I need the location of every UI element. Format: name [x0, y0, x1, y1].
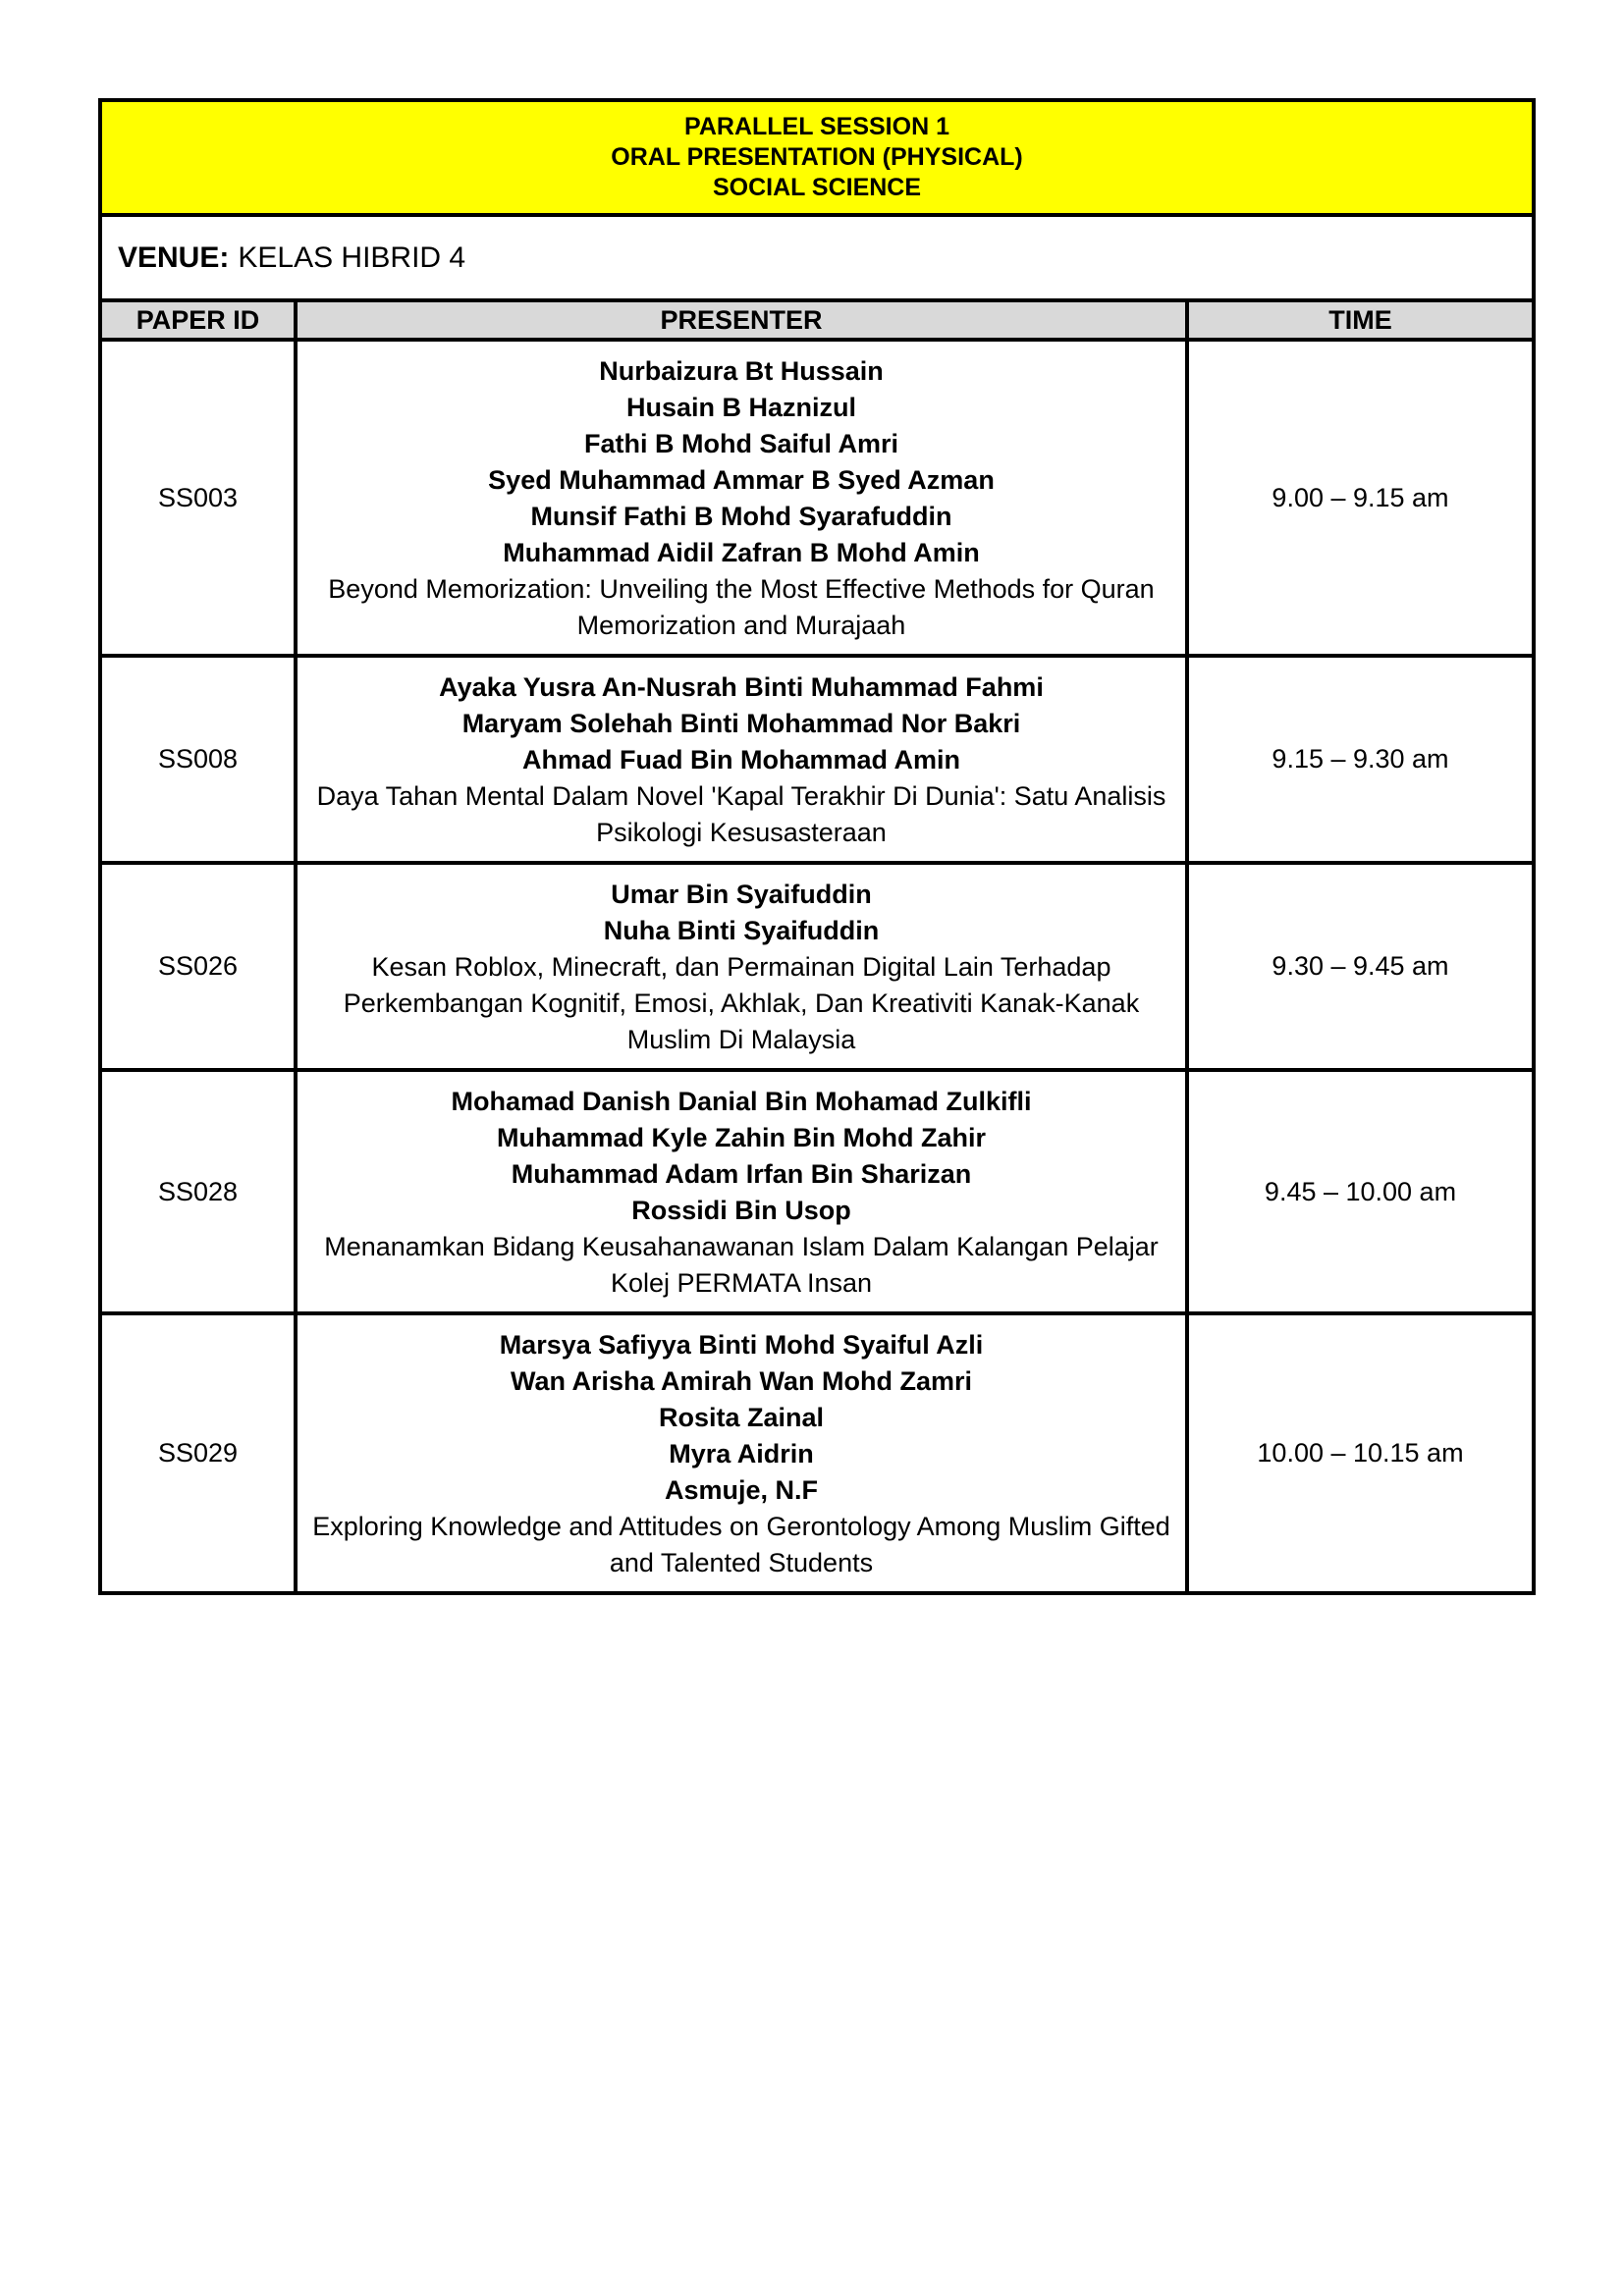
table-row [102, 1070, 1532, 1313]
session-banner [102, 102, 1532, 217]
presenter-name: Syed Muhammad Ammar B Syed Azman [488, 465, 995, 495]
time-cell: 10.00 – 10.15 am [1187, 1313, 1532, 1591]
presenter-name: Marsya Safiyya Binti Mohd Syaiful Azli [499, 1330, 984, 1360]
paper-title: Kesan Roblox, Minecraft, dan Permainan Digital Lain Terhadap Perkembangan Kognitif, Emosi, Akhlak, Dan Kreativiti Kanak-Kanak Muslim Di Malaysia [343, 952, 1140, 1054]
presenter-name: Ayaka Yusra An-Nusrah Binti Muhammad Fahmi [439, 672, 1044, 702]
column-header-presenter: PRESENTER [296, 302, 1187, 340]
column-header-paper-id: PAPER ID [102, 302, 296, 340]
paper-title: Daya Tahan Mental Dalam Novel 'Kapal Terakhir Di Dunia': Satu Analisis Psikologi Kesusasteraan [316, 781, 1166, 847]
paper-id-cell: SS029 [102, 1313, 296, 1591]
presenter-name: Muhammad Aidil Zafran B Mohd Amin [503, 538, 980, 567]
time-cell: 9.45 – 10.00 am [1187, 1070, 1532, 1313]
presenter-name: Asmuje, N.F [664, 1475, 819, 1505]
presenter-name: Husain B Haznizul [625, 393, 857, 422]
paper-id-cell: SS008 [102, 656, 296, 863]
time-cell: 9.30 – 9.45 am [1187, 863, 1532, 1070]
presenter-name: Nuha Binti Syaifuddin [603, 916, 880, 945]
table-row [102, 863, 1532, 1070]
presenter-name: Munsif Fathi B Mohd Syarafuddin [530, 502, 952, 531]
presenter-name: Maryam Solehah Binti Mohammad Nor Bakri [461, 709, 1021, 738]
venue-label: VENUE: [118, 240, 230, 274]
presenter-cell [296, 1313, 1187, 1591]
schedule-table [102, 302, 1532, 1591]
venue-value: KELAS HIBRID 4 [238, 240, 466, 274]
presenter-name: Wan Arisha Amirah Wan Mohd Zamri [510, 1366, 973, 1396]
presenter-name: Muhammad Adam Irfan Bin Sharizan [511, 1159, 972, 1189]
presenter-name: Mohamad Danish Danial Bin Mohamad Zulkifli [451, 1087, 1032, 1116]
paper-title: Menanamkan Bidang Keusahanawanan Islam Dalam Kalangan Pelajar Kolej PERMATA Insan [324, 1232, 1159, 1298]
time-cell: 9.15 – 9.30 am [1187, 656, 1532, 863]
table-row [102, 1313, 1532, 1591]
session-title: PARALLEL SESSION 1 [684, 113, 949, 140]
table-header-row [102, 302, 1532, 340]
paper-id-cell: SS028 [102, 1070, 296, 1313]
venue-row [102, 217, 1532, 302]
schedule-sheet [98, 98, 1536, 1595]
presenter-name: Umar Bin Syaifuddin [611, 880, 872, 909]
paper-id-cell: SS003 [102, 340, 296, 656]
presenter-cell [296, 656, 1187, 863]
presenter-name: Rosita Zainal [658, 1403, 825, 1432]
presenter-cell [296, 1070, 1187, 1313]
schedule-body [102, 340, 1532, 1591]
presenter-name: Rossidi Bin Usop [631, 1196, 851, 1225]
session-format: ORAL PRESENTATION (PHYSICAL) [611, 143, 1023, 171]
session-field: SOCIAL SCIENCE [712, 174, 922, 201]
presenter-name: Nurbaizura Bt Hussain [599, 356, 884, 386]
presenter-name: Myra Aidrin [669, 1439, 814, 1468]
table-row [102, 340, 1532, 656]
paper-title: Beyond Memorization: Unveiling the Most Effective Methods for Quran Memorization and Murajaah [328, 574, 1155, 640]
presenter-cell [296, 340, 1187, 656]
paper-id-cell: SS026 [102, 863, 296, 1070]
presenter-name: Muhammad Kyle Zahin Bin Mohd Zahir [496, 1123, 987, 1152]
table-row [102, 656, 1532, 863]
paper-title: Exploring Knowledge and Attitudes on Gerontology Among Muslim Gifted and Talented Students [312, 1512, 1170, 1577]
time-cell: 9.00 – 9.15 am [1187, 340, 1532, 656]
presenter-name: Ahmad Fuad Bin Mohammad Amin [521, 745, 960, 774]
column-header-time: TIME [1187, 302, 1532, 340]
presenter-cell [296, 863, 1187, 1070]
presenter-name: Fathi B Mohd Saiful Amri [584, 429, 898, 458]
